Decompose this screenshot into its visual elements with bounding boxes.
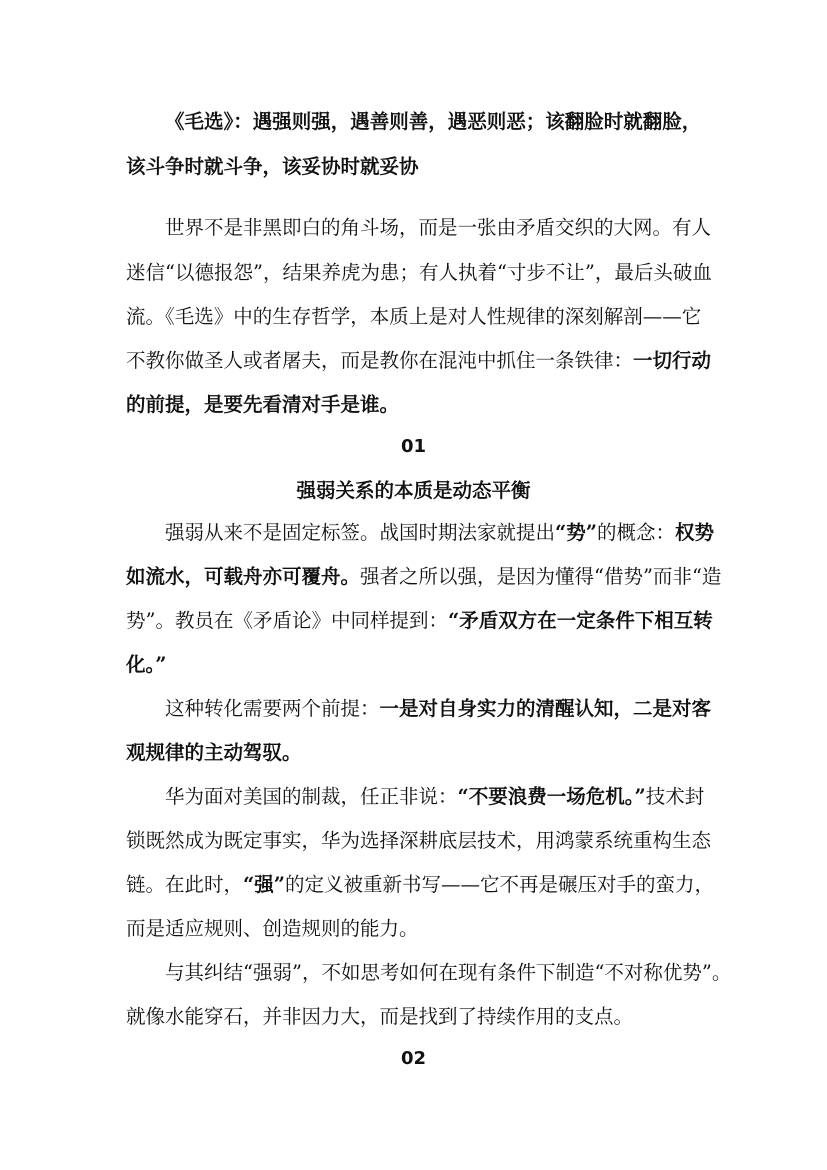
para-3-line-3 bbox=[126, 865, 714, 905]
intro-line-2: 迷信“以德报怨”，结果养虎为患；有人执着“寸步不让”，最后头破血 bbox=[126, 261, 712, 284]
para-1-bold-quanshi: 权势 bbox=[674, 521, 714, 544]
para-1-line-3 bbox=[126, 601, 713, 641]
para-3-line-4: 而是适应规则、创造规则的能力。 bbox=[126, 917, 419, 940]
para-2-line-2: 观规律的主动驾驭。 bbox=[126, 741, 302, 764]
para-3-bold-qiang: “强” bbox=[243, 873, 285, 896]
intro-line-5-bold: 的前提，是要先看清对手是谁。 bbox=[126, 393, 400, 416]
para-1-text-4: 势”。教员在《矛盾论》中同样提到： bbox=[126, 609, 448, 632]
para-1-line-2 bbox=[126, 557, 722, 597]
para-3-line-2: 锁既然成为既定事实，华为选择深耕底层技术，用鸿蒙系统重构生态 bbox=[126, 829, 712, 852]
para-1-text-2: 的概念： bbox=[596, 521, 675, 544]
para-2-bold: 一是对自身实力的清醒认知，二是对客 bbox=[379, 697, 712, 720]
para-2-line-1 bbox=[165, 689, 712, 729]
intro-line-4 bbox=[126, 341, 712, 381]
intro-line-4-text: 不教你做圣人或者屠夫，而是教你在混沌中抓住一条铁律： bbox=[126, 349, 634, 372]
para-3-line-1 bbox=[165, 777, 706, 817]
para-3-text-2: 技术封 bbox=[645, 785, 705, 808]
section-1-title: 强弱关系的本质是动态平衡 bbox=[296, 479, 531, 502]
para-3-text: 华为面对美国的制裁，任正非说： bbox=[165, 785, 458, 808]
section-2-number: 02 bbox=[400, 1048, 427, 1069]
para-1-bold-shi: “势” bbox=[555, 521, 597, 544]
para-1-text-3: 强者之所以强，是因为懂得“借势”而非“造 bbox=[360, 565, 722, 588]
intro-line-1: 世界不是非黑即白的角斗场，而是一张由矛盾交织的大网。有人 bbox=[165, 216, 712, 239]
para-1-line-1 bbox=[165, 513, 714, 553]
para-1-text: 强弱从来不是固定标签。战国时期法家就提出 bbox=[165, 521, 556, 544]
para-3-text-4: 的定义被重新书写——它不再是碾压对手的蛮力， bbox=[284, 873, 714, 896]
article-title-line-2: 该斗争时就斗争，该妥协时就妥协 bbox=[126, 155, 419, 178]
para-1-line-4: 化。” bbox=[126, 653, 167, 676]
article-title-line-1: 《毛选》：遇强则强，遇善则善，遇恶则恶；该翻脸时就翻脸， bbox=[165, 110, 702, 133]
para-1-bold-quote: “矛盾双方在一定条件下相互转 bbox=[447, 609, 713, 632]
section-1-number: 01 bbox=[400, 436, 427, 457]
para-3-bold-quote: “不要浪费一场危机。” bbox=[457, 785, 646, 808]
para-4-line-1: 与其纠结“强弱”，不如思考如何在现有条件下制造“不对称优势”。 bbox=[165, 961, 732, 984]
intro-line-3: 流。《毛选》中的生存哲学，本质上是对人性规律的深刻解剖——它 bbox=[126, 305, 702, 328]
para-3-text-3: 链。在此时， bbox=[126, 873, 244, 896]
para-1-bold-liushui: 如流水，可载舟亦可覆舟。 bbox=[126, 565, 361, 588]
para-2-text: 这种转化需要两个前提： bbox=[165, 697, 380, 720]
intro-line-4-bold: 一切行动 bbox=[633, 349, 712, 372]
para-4-line-2: 就像水能穿石，并非因力大，而是找到了持续作用的支点。 bbox=[126, 1005, 634, 1028]
